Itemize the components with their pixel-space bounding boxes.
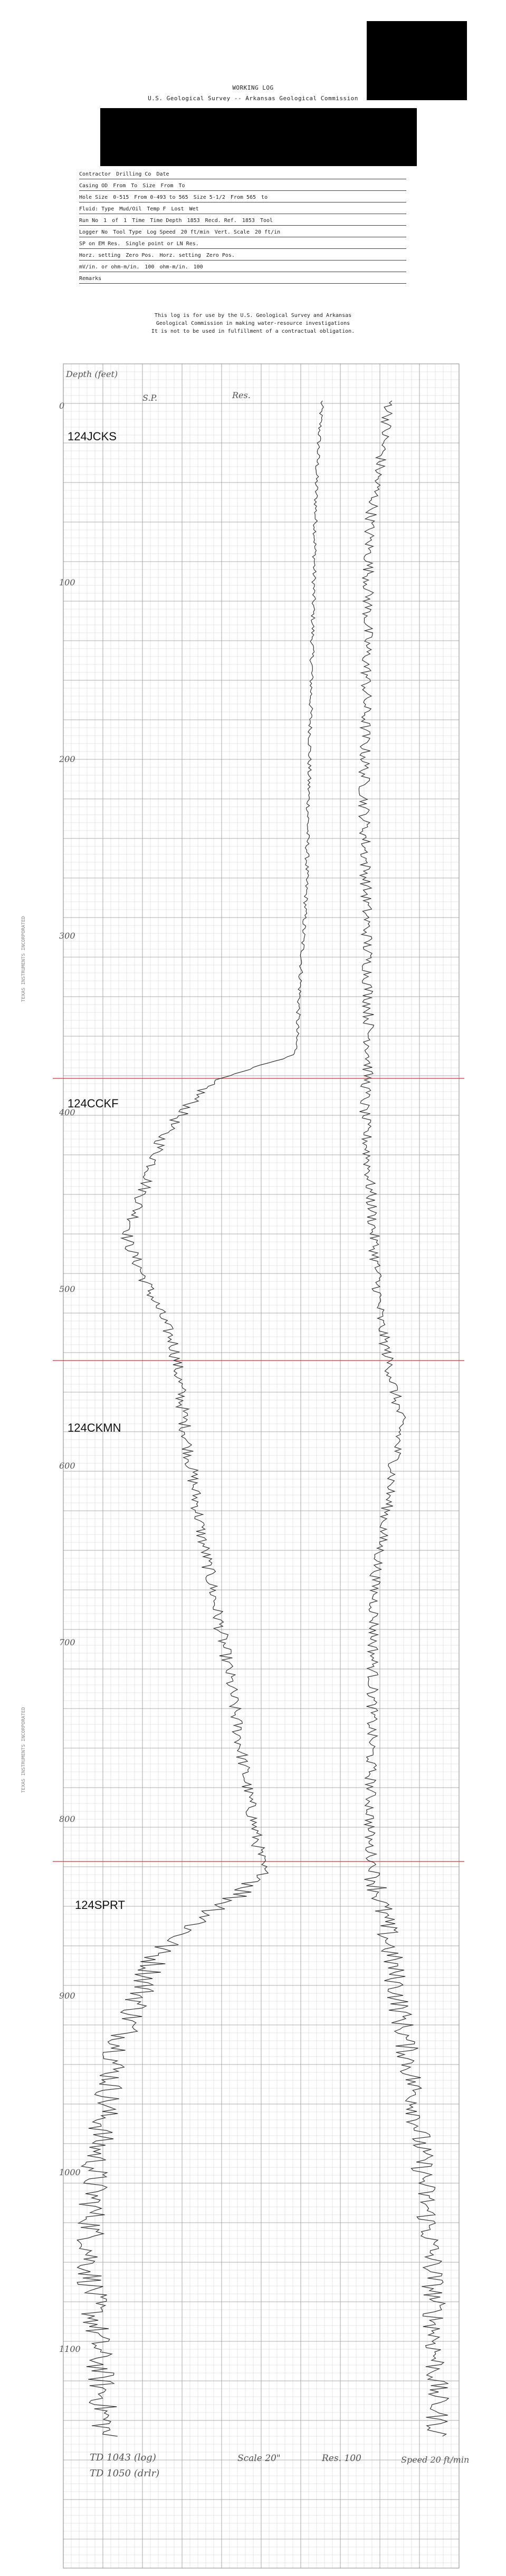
form-field: Remarks xyxy=(79,276,102,282)
res-annotation: Res. xyxy=(232,390,251,400)
depth-tick-label: 1100 xyxy=(59,2344,81,2354)
depth-tick-label: 700 xyxy=(59,1637,75,1647)
form-field: Wet xyxy=(189,206,199,212)
form-field: mV/in. or ohm-m/in. xyxy=(79,264,140,270)
side-margin-text: TEXAS INSTRUMENTS INCORPORATED xyxy=(21,1707,26,1793)
sp-trace xyxy=(77,401,323,2436)
form-field: Tool xyxy=(260,218,273,224)
form-field: 1853 xyxy=(242,218,255,224)
td-drlr-note: TD 1050 (drlr) xyxy=(90,2468,160,2479)
disclaimer-line: It is not to be used in fulfillment of a contractual obligation. xyxy=(151,329,355,334)
form-field: From xyxy=(113,183,126,189)
document-subtitle: U.S. Geological Survey -- Arkansas Geological Commission xyxy=(148,95,358,102)
form-field: of xyxy=(112,218,119,224)
form-field: Zero Pos. xyxy=(206,253,235,258)
form-field: 1853 xyxy=(187,218,200,224)
form-field: Casing OD xyxy=(79,183,108,189)
form-field: 20 ft/min xyxy=(180,229,209,235)
depth-tick-label: 400 xyxy=(59,1107,75,1117)
form-field: Horz. setting xyxy=(79,253,121,258)
form-field: Size xyxy=(142,183,156,189)
side-margin-text: TEXAS INSTRUMENTS INCORPORATED xyxy=(21,916,26,1002)
form-field: Date xyxy=(156,171,169,177)
form-field: 1 xyxy=(123,218,127,224)
form-field: SP on EM Res. xyxy=(79,241,121,247)
form-field: Fluid: Type xyxy=(79,206,114,212)
formation-label: 124CKMN xyxy=(68,1421,121,1434)
depth-tick-label: 600 xyxy=(59,1461,75,1471)
form-field: Mud/Oil xyxy=(119,206,142,212)
form-field: Lost xyxy=(171,206,184,212)
form-field: Drilling Co xyxy=(116,171,151,177)
res-scale-note: Res. 100 xyxy=(322,2453,361,2464)
sp-annotation: S.P. xyxy=(142,393,158,403)
form-field: From 565 xyxy=(230,195,256,200)
form-field: 100 xyxy=(145,264,155,270)
depth-tick-label: 100 xyxy=(59,577,75,587)
form-field: Run No xyxy=(79,218,99,224)
form-field: ohm-m/in. xyxy=(159,264,188,270)
td-log-note: TD 1043 (log) xyxy=(90,2452,156,2463)
disclaimer-line: Geological Commission in making water-resource investigations xyxy=(156,321,350,326)
formation-label: 124CCKF xyxy=(68,1097,119,1110)
formation-label: 124SPRT xyxy=(75,1898,125,1912)
form-field: Logger No xyxy=(79,229,108,235)
form-field: Contractor xyxy=(79,171,111,177)
form-field: Time xyxy=(132,218,145,224)
form-field: Log Speed xyxy=(147,229,176,235)
form-field: Size 5-1/2 xyxy=(193,195,225,200)
depth-tick-label: 800 xyxy=(59,1814,75,1824)
formation-label: 124JCKS xyxy=(68,430,117,443)
depth-tick-label: 300 xyxy=(59,931,75,941)
grid-major xyxy=(63,364,459,2568)
form-field: 1 xyxy=(103,218,107,224)
form-field: Single point or LN Res. xyxy=(126,241,199,247)
form-field: Zero Pos. xyxy=(126,253,155,258)
speed-note: Speed 20 ft/min xyxy=(401,2455,470,2465)
form-field: Recd. Ref. xyxy=(205,218,237,224)
depth-tick-label: 500 xyxy=(59,1284,75,1294)
depth-tick-label: 0 xyxy=(59,401,65,411)
form-field: 0-515 xyxy=(113,195,129,200)
depth-tick-label: 1000 xyxy=(59,2167,81,2177)
form-field: Temp F xyxy=(147,206,166,212)
depth-tick-label: 900 xyxy=(59,1991,75,2001)
form-field: To xyxy=(131,183,138,189)
form-field: to xyxy=(261,195,268,200)
depth-header-label: Depth (feet) xyxy=(66,369,118,379)
document-title: WORKING LOG xyxy=(232,84,274,91)
scale-note: Scale 20" xyxy=(237,2453,281,2464)
disclaimer-line: This log is for use by the U.S. Geological Survey and Arkansas xyxy=(154,313,352,319)
form-field: Time Depth xyxy=(150,218,182,224)
form-field: To xyxy=(178,183,185,189)
form-field: Hole Size xyxy=(79,195,108,200)
form-field: Horz. setting xyxy=(159,253,201,258)
depth-tick-label: 200 xyxy=(59,754,75,764)
form-field: Vert. Scale xyxy=(214,229,250,235)
form-field: 20 ft/in xyxy=(254,229,281,235)
form-field: From xyxy=(160,183,174,189)
form-field: Tool Type xyxy=(113,229,142,235)
form-field: From 0-493 to 565 xyxy=(134,195,188,200)
form-field: 100 xyxy=(193,264,203,270)
